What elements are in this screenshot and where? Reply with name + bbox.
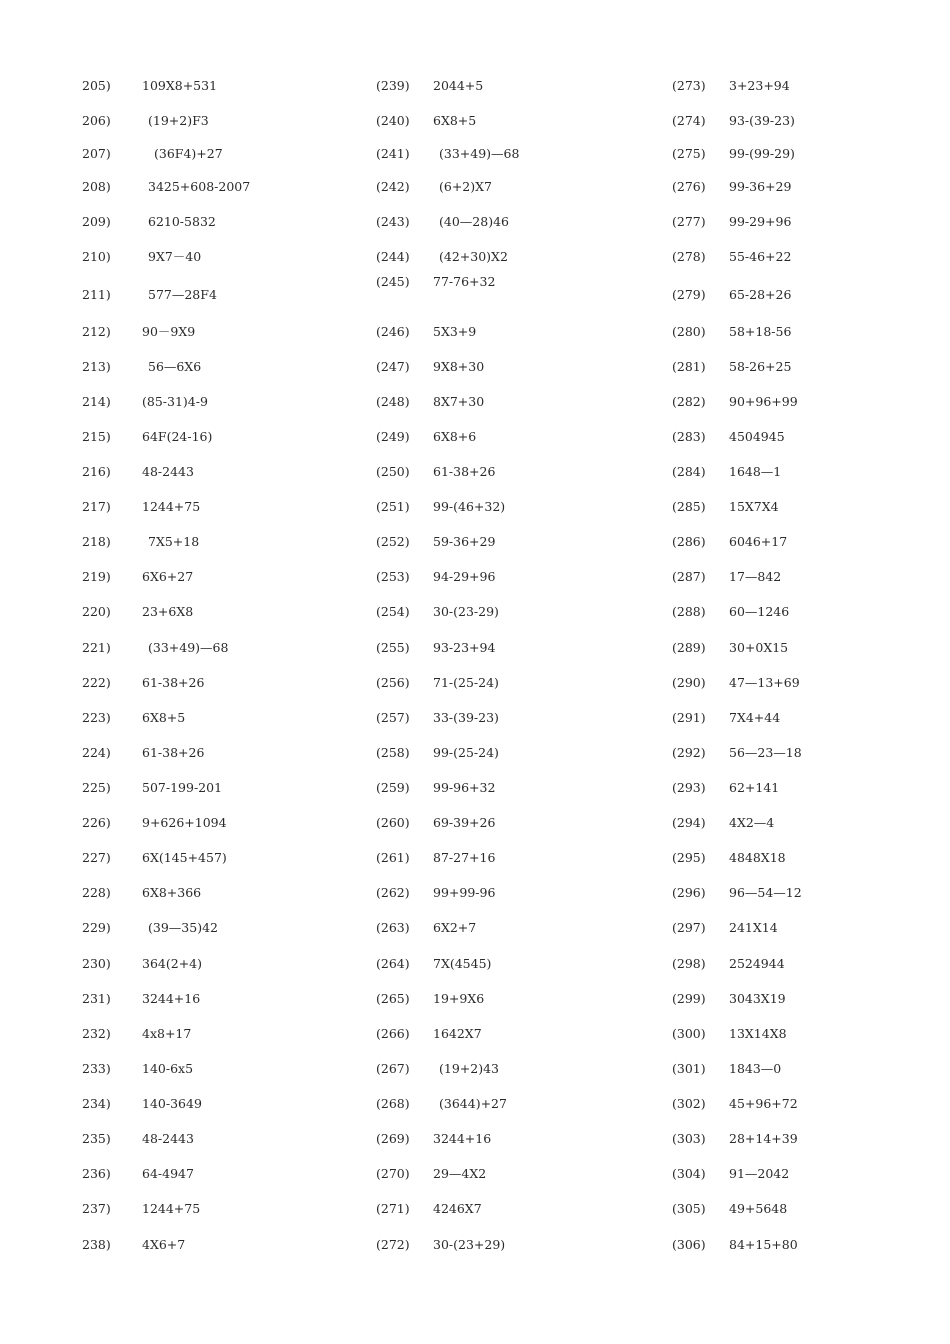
problem-number: 238) xyxy=(82,1237,111,1252)
problem-expression: 90－9X9 xyxy=(142,324,196,339)
problem-column-1 xyxy=(82,0,382,1344)
problem-expression: 7X5+18 xyxy=(148,534,200,549)
problem-number: (245) xyxy=(376,274,410,289)
problem-expression: 28+14+39 xyxy=(729,1131,798,1146)
problem-expression: 140-3649 xyxy=(142,1096,202,1111)
problem-expression: 7X(4545) xyxy=(433,956,492,971)
problem-expression: 6X6+27 xyxy=(142,569,194,584)
problem-expression: 241X14 xyxy=(729,920,778,935)
problem-column-3 xyxy=(672,0,950,1344)
problem-expression: 23+6X8 xyxy=(142,604,194,619)
problem-expression: (19+2)F3 xyxy=(148,113,209,128)
problem-expression: 29—4X2 xyxy=(433,1166,487,1181)
problem-number: (302) xyxy=(672,1096,706,1111)
problem-number: (301) xyxy=(672,1061,706,1076)
problem-expression: 90+96+99 xyxy=(729,394,798,409)
problem-expression: 6210-5832 xyxy=(148,214,216,229)
problem-number: (257) xyxy=(376,710,410,725)
problem-number: 231) xyxy=(82,991,111,1006)
problem-number: (268) xyxy=(376,1096,410,1111)
problem-expression: 99-36+29 xyxy=(729,179,792,194)
problem-number: (281) xyxy=(672,359,706,374)
problem-expression: 33-(39-23) xyxy=(433,710,499,725)
problem-number: (242) xyxy=(376,179,410,194)
problem-number: 219) xyxy=(82,569,111,584)
problem-number: 211) xyxy=(82,287,111,302)
problem-number: (272) xyxy=(376,1237,410,1252)
problem-expression: 49+5648 xyxy=(729,1201,788,1216)
problem-expression: 84+15+80 xyxy=(729,1237,798,1252)
problem-number: (256) xyxy=(376,675,410,690)
problem-expression: 93-(39-23) xyxy=(729,113,795,128)
problem-number: (265) xyxy=(376,991,410,1006)
problem-number: (261) xyxy=(376,850,410,865)
problem-expression: 99-(99-29) xyxy=(729,146,795,161)
problem-number: (244) xyxy=(376,249,410,264)
problem-number: 224) xyxy=(82,745,111,760)
problem-expression: 17—842 xyxy=(729,569,782,584)
problem-expression: 6X8+5 xyxy=(433,113,477,128)
problem-number: (304) xyxy=(672,1166,706,1181)
problem-expression: 3244+16 xyxy=(433,1131,492,1146)
problem-expression: 6X8+6 xyxy=(433,429,477,444)
problem-expression: 47—13+69 xyxy=(729,675,800,690)
problem-expression: 4504945 xyxy=(729,429,785,444)
problem-expression: 4X2—4 xyxy=(729,815,775,830)
problem-number: 208) xyxy=(82,179,111,194)
problem-number: 206) xyxy=(82,113,111,128)
problem-expression: 93-23+94 xyxy=(433,640,496,655)
problem-number: 218) xyxy=(82,534,111,549)
problem-expression: (39—35)42 xyxy=(148,920,218,935)
problem-number: (250) xyxy=(376,464,410,479)
problem-expression: 8X7+30 xyxy=(433,394,485,409)
problem-number: (262) xyxy=(376,885,410,900)
problem-number: 222) xyxy=(82,675,111,690)
problem-expression: 6X8+5 xyxy=(142,710,186,725)
problem-number: (305) xyxy=(672,1201,706,1216)
problem-number: 232) xyxy=(82,1026,111,1041)
problem-number: 205) xyxy=(82,78,111,93)
problem-expression: 30-(23-29) xyxy=(433,604,499,619)
problem-expression: 99-96+32 xyxy=(433,780,496,795)
problem-expression: 577—28F4 xyxy=(148,287,217,302)
problem-number: (282) xyxy=(672,394,706,409)
problem-expression: 58+18-56 xyxy=(729,324,792,339)
problem-number: (296) xyxy=(672,885,706,900)
problem-number: (246) xyxy=(376,324,410,339)
problem-number: (271) xyxy=(376,1201,410,1216)
problem-number: (306) xyxy=(672,1237,706,1252)
problem-expression: 1648—1 xyxy=(729,464,782,479)
problem-number: (251) xyxy=(376,499,410,514)
problem-number: (267) xyxy=(376,1061,410,1076)
problem-number: 237) xyxy=(82,1201,111,1216)
problem-expression: 3244+16 xyxy=(142,991,201,1006)
problem-expression: 99+99-96 xyxy=(433,885,496,900)
problem-expression: 364(2+4) xyxy=(142,956,202,971)
problem-expression: 48-2443 xyxy=(142,464,194,479)
problem-number: (279) xyxy=(672,287,706,302)
problem-number: (285) xyxy=(672,499,706,514)
problem-expression: 91—2042 xyxy=(729,1166,790,1181)
problem-expression: 1244+75 xyxy=(142,499,201,514)
problem-number: (255) xyxy=(376,640,410,655)
problem-expression: 2044+5 xyxy=(433,78,484,93)
problem-expression: 61-38+26 xyxy=(142,745,205,760)
problem-expression: 30+0X15 xyxy=(729,640,789,655)
problem-expression: 87-27+16 xyxy=(433,850,496,865)
problem-number: (291) xyxy=(672,710,706,725)
problem-number: (269) xyxy=(376,1131,410,1146)
problem-number: (303) xyxy=(672,1131,706,1146)
problem-expression: 69-39+26 xyxy=(433,815,496,830)
problem-number: 229) xyxy=(82,920,111,935)
problem-expression: 1843—0 xyxy=(729,1061,782,1076)
problem-number: 235) xyxy=(82,1131,111,1146)
problem-expression: 9+626+1094 xyxy=(142,815,227,830)
problem-number: (249) xyxy=(376,429,410,444)
problem-expression: 3+23+94 xyxy=(729,78,790,93)
problem-expression: (3644)+27 xyxy=(439,1096,507,1111)
problem-number: (280) xyxy=(672,324,706,339)
problem-number: 223) xyxy=(82,710,111,725)
problem-expression: 56—23—18 xyxy=(729,745,802,760)
problem-expression: (40—28)46 xyxy=(439,214,509,229)
problem-expression: 64F(24-16) xyxy=(142,429,213,444)
problem-number: (254) xyxy=(376,604,410,619)
problem-expression: 65-28+26 xyxy=(729,287,792,302)
problem-number: (241) xyxy=(376,146,410,161)
problem-number: 217) xyxy=(82,499,111,514)
problem-expression: 55-46+22 xyxy=(729,249,792,264)
problem-expression: 61-38+26 xyxy=(433,464,496,479)
problem-number: 210) xyxy=(82,249,111,264)
problem-expression: (85-31)4-9 xyxy=(142,394,208,409)
problem-number: (260) xyxy=(376,815,410,830)
problem-number: (264) xyxy=(376,956,410,971)
problem-expression: (36F4)+27 xyxy=(154,146,223,161)
problem-number: (277) xyxy=(672,214,706,229)
problem-number: 213) xyxy=(82,359,111,374)
problem-number: 221) xyxy=(82,640,111,655)
problem-number: 227) xyxy=(82,850,111,865)
problem-expression: (6+2)X7 xyxy=(439,179,492,194)
problem-expression: 1244+75 xyxy=(142,1201,201,1216)
problem-expression: 77-76+32 xyxy=(433,274,496,289)
problem-number: (258) xyxy=(376,745,410,760)
problem-number: (289) xyxy=(672,640,706,655)
problem-number: (263) xyxy=(376,920,410,935)
problem-expression: (33+49)—68 xyxy=(439,146,520,161)
problem-expression: 94-29+96 xyxy=(433,569,496,584)
problem-number: 234) xyxy=(82,1096,111,1111)
problem-number: 228) xyxy=(82,885,111,900)
problem-number: (266) xyxy=(376,1026,410,1041)
problem-number: 207) xyxy=(82,146,111,161)
problem-expression: 6046+17 xyxy=(729,534,788,549)
problem-number: (300) xyxy=(672,1026,706,1041)
problem-number: (240) xyxy=(376,113,410,128)
problem-number: (284) xyxy=(672,464,706,479)
problem-expression: 1642X7 xyxy=(433,1026,482,1041)
problem-expression: 3425+608-2007 xyxy=(148,179,251,194)
problem-number: 216) xyxy=(82,464,111,479)
problem-number: (248) xyxy=(376,394,410,409)
problem-number: 220) xyxy=(82,604,111,619)
problem-number: 209) xyxy=(82,214,111,229)
problem-number: (252) xyxy=(376,534,410,549)
problem-number: 214) xyxy=(82,394,111,409)
problem-expression: 3043X19 xyxy=(729,991,786,1006)
problem-number: (239) xyxy=(376,78,410,93)
problem-number: (299) xyxy=(672,991,706,1006)
problem-expression: 99-(25-24) xyxy=(433,745,499,760)
problem-number: (243) xyxy=(376,214,410,229)
problem-expression: 9X8+30 xyxy=(433,359,485,374)
problem-number: (270) xyxy=(376,1166,410,1181)
problem-expression: (19+2)43 xyxy=(439,1061,499,1076)
problem-expression: 6X8+366 xyxy=(142,885,202,900)
problem-expression: 109X8+531 xyxy=(142,78,218,93)
problem-expression: 96—54—12 xyxy=(729,885,802,900)
problem-number: (293) xyxy=(672,780,706,795)
problem-expression: 140-6x5 xyxy=(142,1061,194,1076)
problem-number: 225) xyxy=(82,780,111,795)
problem-expression: 6X(145+457) xyxy=(142,850,227,865)
problem-number: 226) xyxy=(82,815,111,830)
problem-expression: 59-36+29 xyxy=(433,534,496,549)
problem-number: (295) xyxy=(672,850,706,865)
problem-expression: 61-38+26 xyxy=(142,675,205,690)
problem-expression: 19+9X6 xyxy=(433,991,485,1006)
problem-expression: 5X3+9 xyxy=(433,324,477,339)
problem-expression: (33+49)—68 xyxy=(148,640,229,655)
problem-number: (290) xyxy=(672,675,706,690)
problem-number: 233) xyxy=(82,1061,111,1076)
problem-number: (276) xyxy=(672,179,706,194)
problem-number: (287) xyxy=(672,569,706,584)
problem-expression: 62+141 xyxy=(729,780,780,795)
problem-number: 230) xyxy=(82,956,111,971)
problem-expression: 64-4947 xyxy=(142,1166,194,1181)
problem-expression: 507-199-201 xyxy=(142,780,223,795)
problem-number: (283) xyxy=(672,429,706,444)
problem-expression: 15X7X4 xyxy=(729,499,779,514)
problem-expression: (42+30)X2 xyxy=(439,249,508,264)
problem-number: 212) xyxy=(82,324,111,339)
problem-number: (259) xyxy=(376,780,410,795)
problem-number: (253) xyxy=(376,569,410,584)
problem-expression: 60—1246 xyxy=(729,604,790,619)
problem-number: (274) xyxy=(672,113,706,128)
problem-expression: 48-2443 xyxy=(142,1131,194,1146)
problem-expression: 2524944 xyxy=(729,956,785,971)
problem-number: (278) xyxy=(672,249,706,264)
problem-expression: 71-(25-24) xyxy=(433,675,499,690)
problem-expression: 6X2+7 xyxy=(433,920,477,935)
problem-expression: 56—6X6 xyxy=(148,359,202,374)
problem-expression: 4x8+17 xyxy=(142,1026,192,1041)
problem-column-2 xyxy=(376,0,676,1344)
problem-expression: 45+96+72 xyxy=(729,1096,798,1111)
problem-expression: 58-26+25 xyxy=(729,359,792,374)
problem-number: (275) xyxy=(672,146,706,161)
problem-number: (297) xyxy=(672,920,706,935)
problem-expression: 7X4+44 xyxy=(729,710,781,725)
problem-expression: 4X6+7 xyxy=(142,1237,186,1252)
problem-expression: 99-(46+32) xyxy=(433,499,506,514)
problem-expression: 4848X18 xyxy=(729,850,786,865)
problem-number: (294) xyxy=(672,815,706,830)
problem-number: 215) xyxy=(82,429,111,444)
problem-expression: 9X7－40 xyxy=(148,249,202,264)
problem-expression: 30-(23+29) xyxy=(433,1237,506,1252)
problem-number: (288) xyxy=(672,604,706,619)
problem-number: (292) xyxy=(672,745,706,760)
problem-expression: 4246X7 xyxy=(433,1201,482,1216)
problem-number: (247) xyxy=(376,359,410,374)
problem-number: (286) xyxy=(672,534,706,549)
problem-expression: 99-29+96 xyxy=(729,214,792,229)
problem-number: (273) xyxy=(672,78,706,93)
problem-number: 236) xyxy=(82,1166,111,1181)
problem-expression: 13X14X8 xyxy=(729,1026,787,1041)
problem-number: (298) xyxy=(672,956,706,971)
